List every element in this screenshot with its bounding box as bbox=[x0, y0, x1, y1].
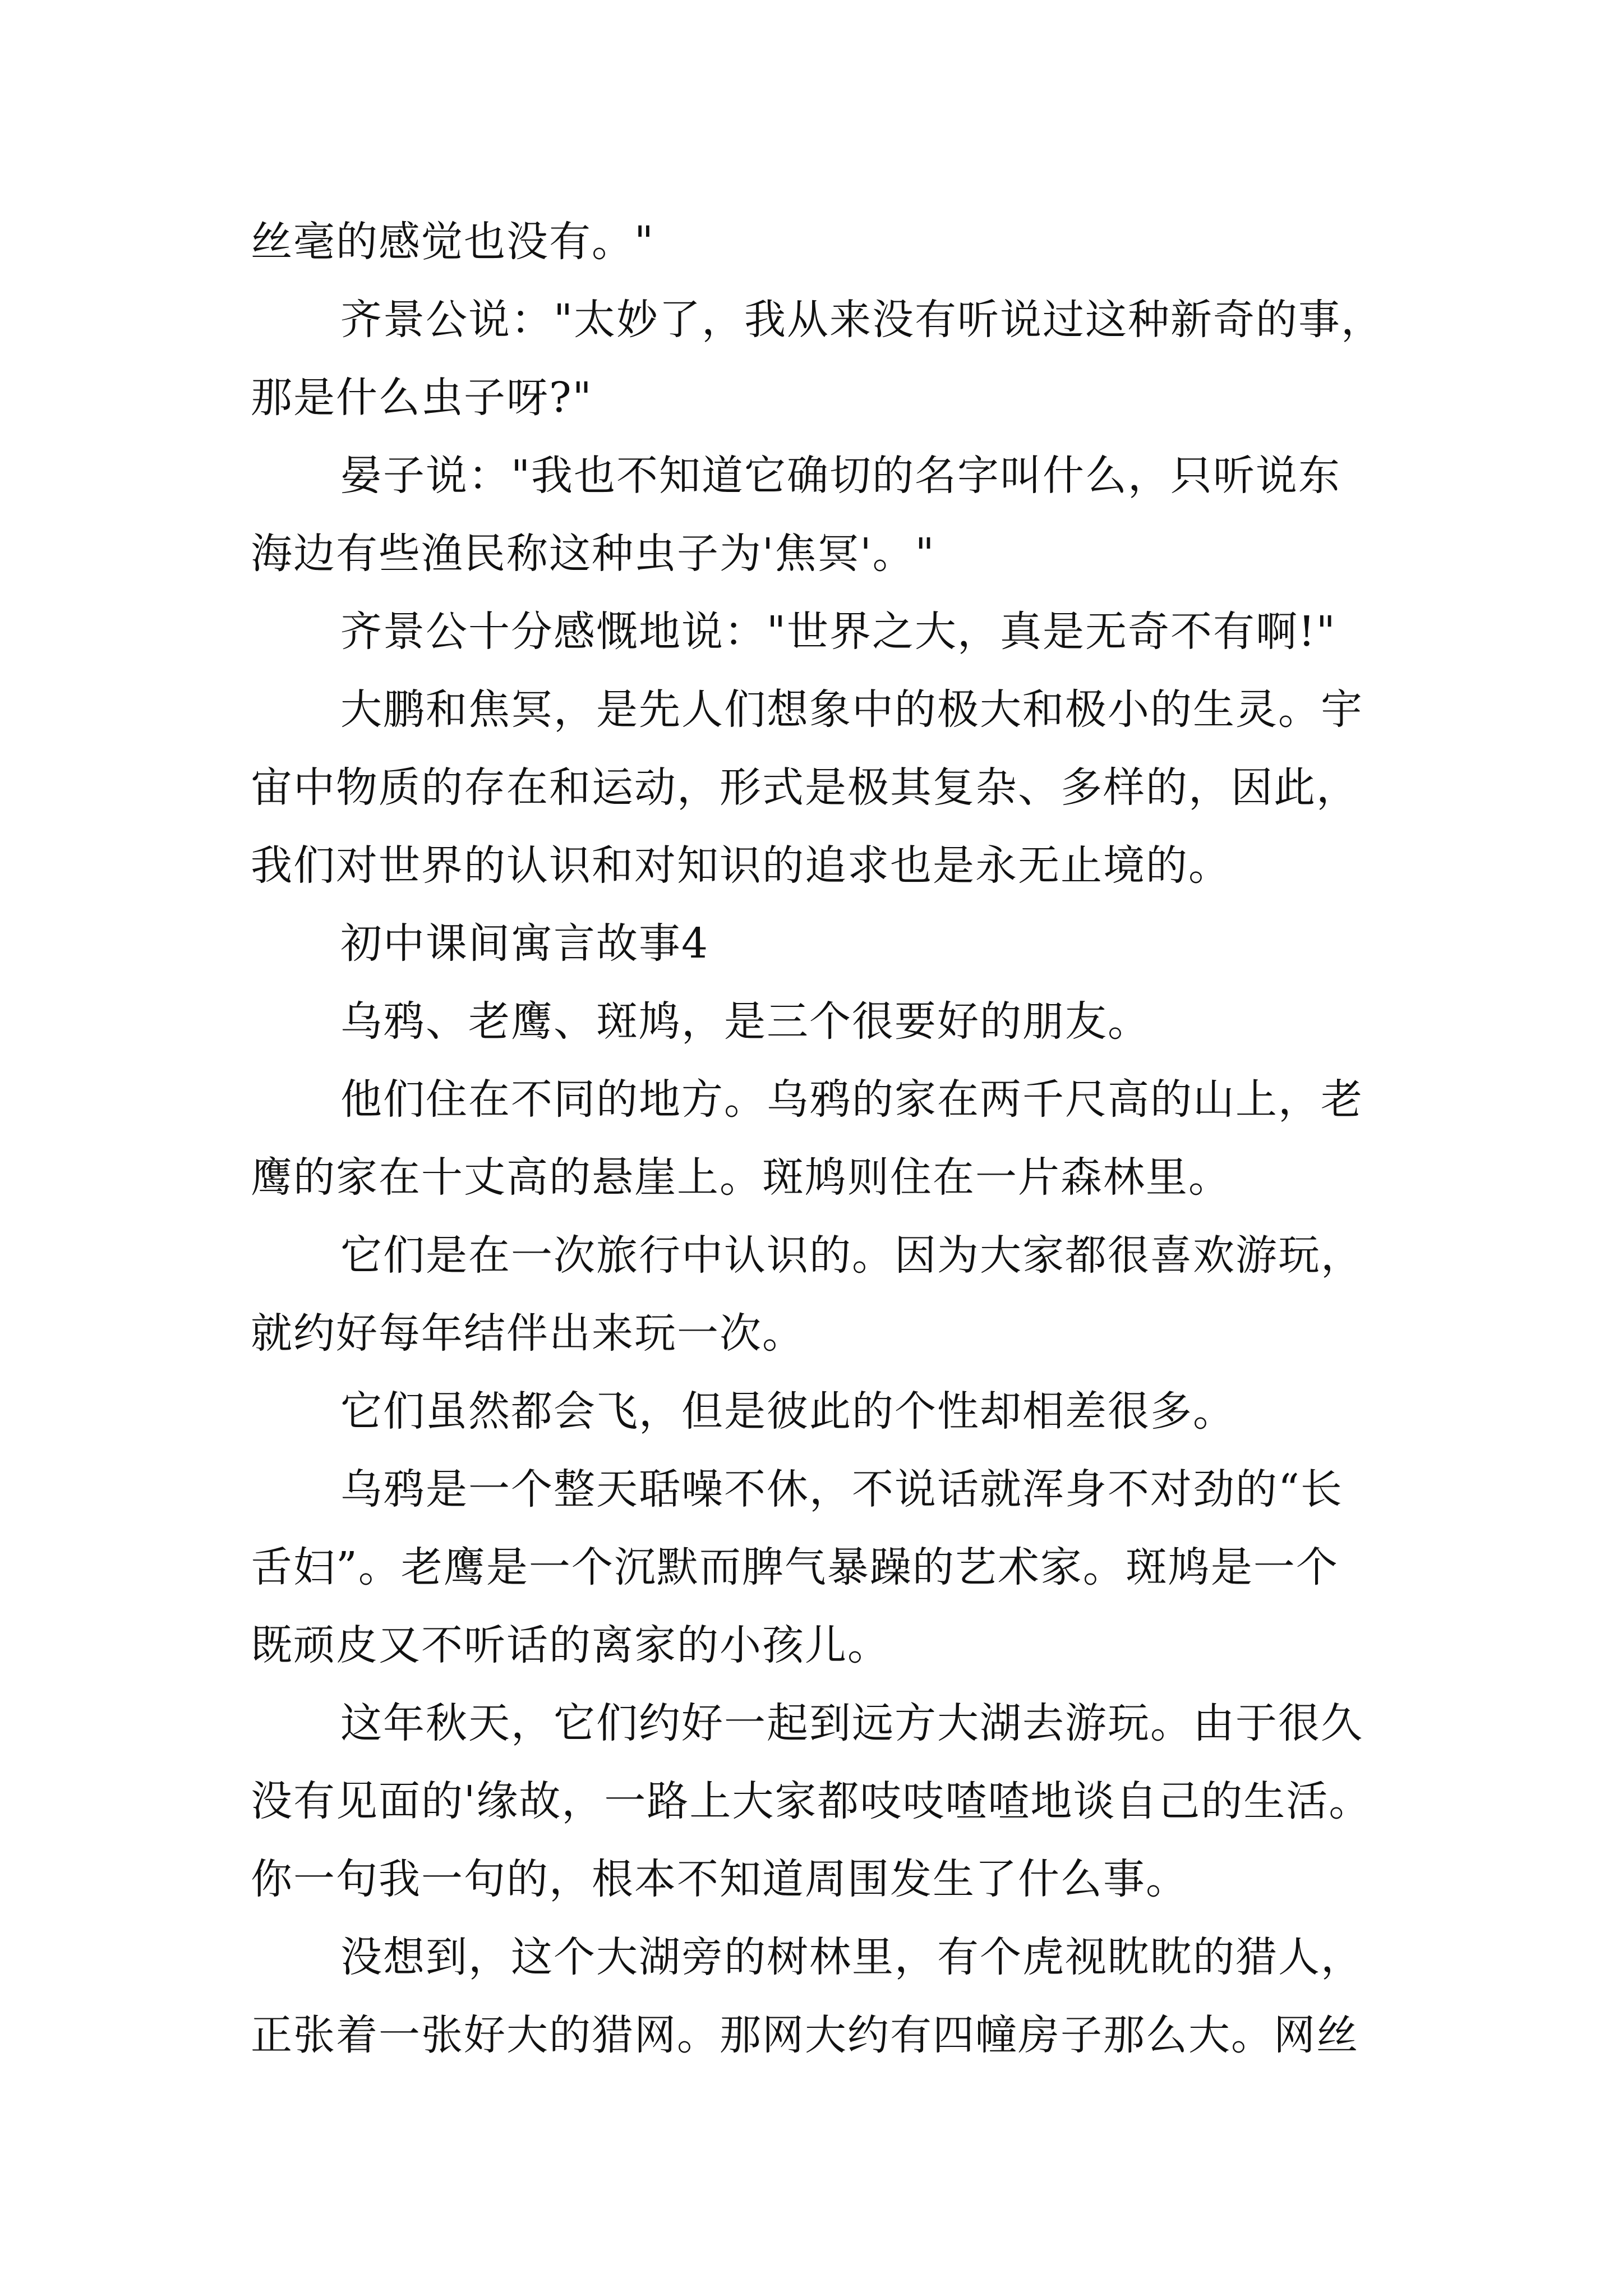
section-heading: 初中课间寓言故事4 bbox=[340, 919, 709, 968]
text-line: 他们住在不同的地方。乌鸦的家在两千尺高的山上，老 bbox=[340, 1075, 1363, 1124]
text-line: 就约好每年结伴出来玩一次。 bbox=[251, 1309, 805, 1358]
text-line: 正张着一张好大的猎网。那网大约有四幢房子那么大。网丝 bbox=[251, 2011, 1359, 2059]
document-body bbox=[251, 203, 1400, 2074]
text-line: 它们是在一次旅行中认识的。因为大家都很喜欢游玩， bbox=[340, 1231, 1363, 1280]
text-line: 乌鸦是一个整天聒噪不休，不说话就浑身不对劲的“长 bbox=[340, 1465, 1343, 1513]
text-line: 齐景公说："太妙了，我从来没有听说过这种新奇的事， bbox=[340, 296, 1384, 344]
text-line: 舌妇”。老鹰是一个沉默而脾气暴躁的艺术家。斑鸠是一个 bbox=[251, 1543, 1339, 1591]
text-line: 没想到，这个大湖旁的树林里，有个虎视眈眈的猎人， bbox=[340, 1933, 1363, 1981]
text-line: 这年秋天，它们约好一起到远方大湖去游玩。由于很久 bbox=[340, 1699, 1363, 1747]
text-line: 丝毫的感觉也没有。" bbox=[251, 218, 655, 266]
text-line: 宙中物质的存在和运动，形式是极其复杂、多样的，因此， bbox=[251, 763, 1359, 812]
text-line: 它们虽然都会飞，但是彼此的个性却相差很多。 bbox=[340, 1387, 1235, 1435]
text-line: 没有见面的'缘故，一路上大家都吱吱喳喳地谈自己的生活。 bbox=[251, 1777, 1372, 1825]
text-line: 晏子说："我也不知道它确切的名字叫什么，只听说东 bbox=[340, 452, 1341, 500]
text-line: 齐景公十分感慨地说："世界之大，真是无奇不有啊!" bbox=[340, 608, 1336, 656]
text-line: 乌鸦、老鹰、斑鸠，是三个很要好的朋友。 bbox=[340, 997, 1150, 1046]
text-line: 那是什么虫子呀?" bbox=[251, 374, 593, 422]
text-line: 海边有些渔民称这种虫子为'焦冥'。" bbox=[251, 530, 935, 578]
text-line: 鹰的家在十丈高的悬崖上。斑鸠则住在一片森林里。 bbox=[251, 1153, 1231, 1202]
text-line: 既顽皮又不听话的离家的小孩儿。 bbox=[251, 1621, 890, 1669]
text-line: 你一句我一句的，根本不知道周围发生了什么事。 bbox=[251, 1855, 1188, 1903]
text-line: 我们对世界的认识和对知识的追求也是永无止境的。 bbox=[251, 841, 1231, 890]
text-line: 大鹏和焦冥，是先人们想象中的极大和极小的生灵。宇 bbox=[340, 685, 1363, 734]
